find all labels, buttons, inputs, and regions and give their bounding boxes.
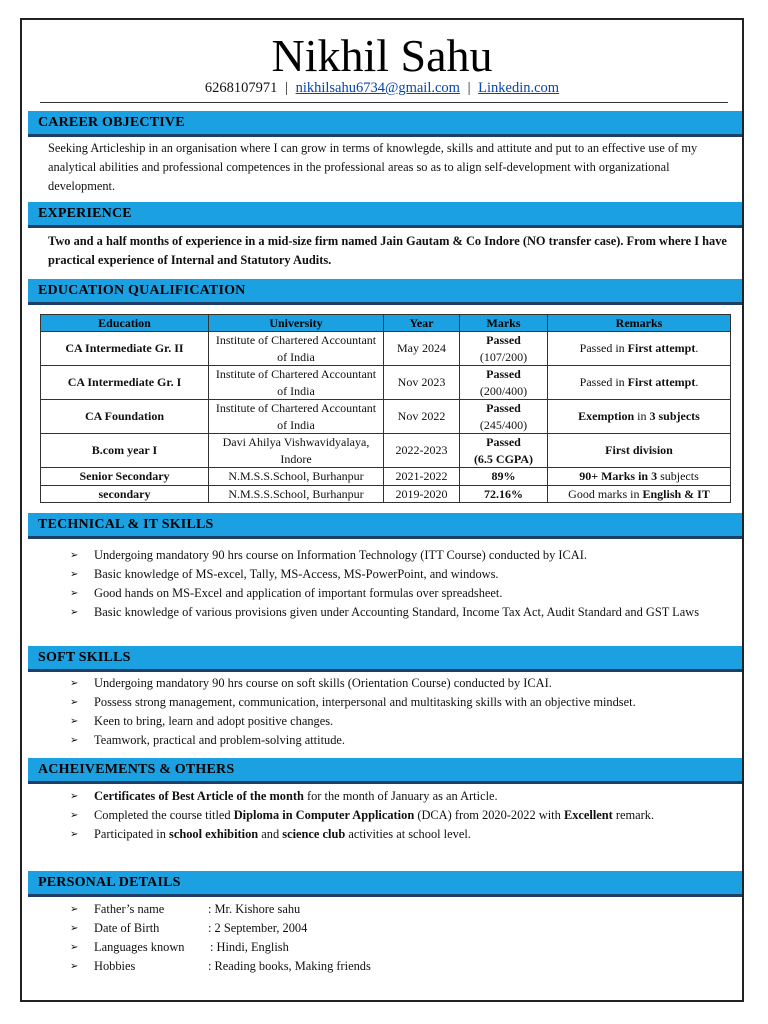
remarks-cell bbox=[548, 485, 731, 503]
list-item-text: for the month of January as an Article. bbox=[303, 789, 498, 803]
arrow-bullet-icon: ➢ bbox=[70, 607, 79, 618]
list-item bbox=[70, 787, 730, 806]
marks-status: Passed bbox=[486, 435, 521, 449]
university-cell: Davi Ahilya Vishwavidyalaya, Indore bbox=[209, 434, 384, 468]
remarks-cell bbox=[548, 332, 731, 366]
table-header-row bbox=[41, 315, 731, 332]
section-title: CAREER OBJECTIVE bbox=[38, 115, 185, 130]
header-divider bbox=[40, 102, 728, 103]
detail-value: : Mr. Kishore sahu bbox=[208, 902, 301, 916]
list-item-text: Teamwork, practical and problem-solving attitude. bbox=[94, 733, 345, 747]
candidate-name: Nikhil Sahu bbox=[271, 30, 493, 81]
remarks-emphasis: English & IT bbox=[642, 486, 710, 501]
list-item-text: Participated in bbox=[94, 827, 170, 841]
education-cell: Senior Secondary bbox=[41, 468, 209, 486]
achievements-list bbox=[70, 787, 730, 844]
list-item bbox=[70, 674, 730, 693]
section-header-education bbox=[28, 279, 742, 305]
soft-skills-list bbox=[70, 674, 730, 750]
list-item bbox=[70, 938, 670, 957]
list-item-text: activities at school level. bbox=[345, 827, 471, 841]
year-cell: May 2024 bbox=[384, 332, 460, 366]
marks-score: (107/200) bbox=[479, 349, 528, 364]
column-header: Year bbox=[384, 315, 460, 332]
section-header-soft-skills bbox=[28, 646, 742, 672]
section-title: SOFT SKILLS bbox=[38, 650, 131, 665]
arrow-bullet-icon: ➢ bbox=[70, 791, 79, 802]
table-row bbox=[41, 366, 731, 400]
technical-skills-list bbox=[70, 546, 730, 622]
section-title: ACHEIVEMENTS & OTHERS bbox=[38, 762, 235, 777]
arrow-bullet-icon: ➢ bbox=[70, 942, 79, 953]
education-cell: CA Intermediate Gr. I bbox=[41, 366, 209, 400]
education-cell: CA Foundation bbox=[41, 400, 209, 434]
phone-number: 6268107971 bbox=[204, 80, 278, 96]
experience-text: Two and a half months of experience in a mid-size firm named Jain Gautam & Co Indore (NO transfer case). From where I have practical experience of Internal and Statutory Audits. bbox=[48, 234, 727, 267]
university-cell: Institute of Chartered Accountant of India bbox=[209, 400, 384, 434]
education-cell: secondary bbox=[41, 485, 209, 503]
column-header: Marks bbox=[460, 315, 548, 332]
remarks-emphasis: First attempt bbox=[627, 341, 696, 356]
list-item bbox=[70, 731, 730, 750]
arrow-bullet-icon: ➢ bbox=[70, 569, 79, 580]
section-title: PERSONAL DETAILS bbox=[38, 875, 181, 890]
section-header-personal-details bbox=[28, 871, 742, 897]
list-item bbox=[70, 546, 730, 565]
list-item bbox=[70, 919, 670, 938]
list-item bbox=[70, 825, 730, 844]
contact-separator: | bbox=[467, 80, 471, 96]
list-item-text: Basic knowledge of MS-excel, Tally, MS-Access, MS-PowerPoint, and windows. bbox=[94, 567, 499, 581]
contact-separator: | bbox=[285, 80, 288, 96]
year-cell: 2021-2022 bbox=[384, 468, 460, 486]
marks-cell bbox=[460, 332, 548, 366]
detail-label: Hobbies bbox=[94, 959, 136, 973]
arrow-bullet-icon: ➢ bbox=[70, 678, 79, 689]
education-cell: B.com year I bbox=[41, 434, 209, 468]
list-item-text: Possess strong management, communication, interpersonal and multitasking skills with an objective mindset. bbox=[94, 695, 636, 709]
career-objective-text: Seeking Articleship in an organisation where I can grow in terms of knowlegde, skills and attitute and put to an effective use of my analytical abilities and professional competences in the professional areas so as to align self-development with organizational development. bbox=[48, 141, 698, 193]
detail-value: : Hindi, English bbox=[210, 940, 289, 954]
list-item-text: remark. bbox=[612, 808, 655, 822]
section-title: EXPERIENCE bbox=[38, 206, 132, 221]
list-item-text: Undergoing mandatory 90 hrs course on soft skills (Orientation Course) conducted by ICAI. bbox=[94, 676, 552, 690]
remarks-text: Passed in bbox=[579, 341, 628, 356]
table-row bbox=[41, 332, 731, 366]
remarks-text: . bbox=[695, 375, 699, 390]
table-row bbox=[41, 485, 731, 503]
university-cell: N.M.S.S.School, Burhanpur bbox=[209, 485, 384, 503]
arrow-bullet-icon: ➢ bbox=[70, 961, 79, 972]
arrow-bullet-icon: ➢ bbox=[70, 716, 79, 727]
remarks-text: . bbox=[695, 341, 699, 356]
table-row bbox=[41, 434, 731, 468]
year-cell: Nov 2023 bbox=[384, 366, 460, 400]
arrow-bullet-icon: ➢ bbox=[70, 588, 79, 599]
list-item-text: and bbox=[258, 827, 283, 841]
marks-score: (200/400) bbox=[479, 383, 528, 398]
university-cell: N.M.S.S.School, Burhanpur bbox=[209, 468, 384, 486]
university-cell: Institute of Chartered Accountant of India bbox=[209, 366, 384, 400]
column-header: Remarks bbox=[548, 315, 731, 332]
arrow-bullet-icon: ➢ bbox=[70, 550, 79, 561]
marks-score: (6.5 CGPA) bbox=[473, 451, 534, 466]
education-cell: CA Intermediate Gr. II bbox=[41, 332, 209, 366]
list-item bbox=[70, 565, 730, 584]
list-item-text: Undergoing mandatory 90 hrs course on Information Technology (ITT Course) conducted by ICAI. bbox=[94, 548, 587, 562]
remarks-emphasis: 3 subjects bbox=[649, 409, 700, 424]
arrow-bullet-icon: ➢ bbox=[70, 697, 79, 708]
section-title: EDUCATION QUALIFICATION bbox=[38, 283, 246, 298]
list-item bbox=[70, 806, 730, 825]
remarks-text: Passed in bbox=[579, 375, 628, 390]
year-cell: Nov 2022 bbox=[384, 400, 460, 434]
remarks-text: subjects bbox=[657, 469, 699, 483]
personal-details-list bbox=[70, 900, 670, 976]
list-item-emphasis: Diploma in Computer Application bbox=[233, 808, 415, 822]
detail-label: Languages known bbox=[94, 940, 185, 954]
arrow-bullet-icon: ➢ bbox=[70, 810, 79, 821]
marks-cell bbox=[460, 366, 548, 400]
list-item-text: Completed the course titled bbox=[94, 808, 234, 822]
list-item bbox=[70, 712, 730, 731]
remarks-emphasis: First attempt bbox=[627, 375, 696, 390]
year-cell: 2019-2020 bbox=[384, 485, 460, 503]
list-item-text: Keen to bring, learn and adopt positive changes. bbox=[94, 714, 334, 728]
section-header-experience bbox=[28, 202, 742, 228]
university-cell: Institute of Chartered Accountant of India bbox=[209, 332, 384, 366]
remarks-emphasis: 90+ Marks in bbox=[579, 469, 652, 483]
marks-cell: 72.16% bbox=[460, 485, 548, 503]
arrow-bullet-icon: ➢ bbox=[70, 735, 79, 746]
marks-status: Passed bbox=[486, 401, 521, 415]
section-header-technical-skills bbox=[28, 513, 742, 539]
education-table bbox=[40, 314, 731, 503]
list-item bbox=[70, 603, 730, 622]
column-header: University bbox=[209, 315, 384, 332]
marks-cell bbox=[460, 434, 548, 468]
marks-cell: 89% bbox=[460, 468, 548, 486]
section-title: TECHNICAL & IT SKILLS bbox=[38, 517, 214, 532]
remarks-cell bbox=[548, 468, 731, 486]
detail-value: : 2 September, 2004 bbox=[208, 921, 308, 935]
list-item-text: (DCA) from 2020-2022 with bbox=[414, 808, 564, 822]
table-row bbox=[41, 400, 731, 434]
remarks-cell bbox=[548, 366, 731, 400]
marks-status: Passed bbox=[486, 333, 521, 347]
list-item bbox=[70, 900, 670, 919]
list-item-text: Good hands on MS-Excel and application of important formulas over spreadsheet. bbox=[94, 586, 503, 600]
remarks-emphasis: 3 bbox=[651, 469, 658, 483]
list-item bbox=[70, 693, 730, 712]
marks-score: (245/400) bbox=[479, 417, 528, 432]
list-item-emphasis: school exhibition bbox=[169, 827, 259, 841]
column-header: Education bbox=[41, 315, 209, 332]
resume-page bbox=[20, 18, 744, 1002]
section-header-achievements bbox=[28, 758, 742, 784]
list-item-emphasis: Certificates of Best Article of the month bbox=[94, 789, 304, 803]
list-item bbox=[70, 957, 670, 976]
remarks-emphasis: Exemption bbox=[578, 409, 635, 424]
list-item bbox=[70, 584, 730, 603]
arrow-bullet-icon: ➢ bbox=[70, 829, 79, 840]
remarks-cell: First division bbox=[548, 434, 731, 468]
list-item-emphasis: Excellent bbox=[563, 808, 613, 822]
detail-label: Date of Birth bbox=[94, 921, 160, 935]
table-row bbox=[41, 468, 731, 486]
arrow-bullet-icon: ➢ bbox=[70, 923, 79, 934]
year-cell: 2022-2023 bbox=[384, 434, 460, 468]
linkedin-link[interactable]: Linkedin.com bbox=[478, 80, 560, 96]
email-link[interactable]: nikhilsahu6734@gmail.com bbox=[295, 80, 460, 96]
marks-cell bbox=[460, 400, 548, 434]
remarks-text: Good marks in bbox=[568, 486, 643, 501]
contact-line bbox=[22, 78, 742, 98]
list-item-text: Basic knowledge of various provisions given under Accounting Standard, Income Tax Act, Audit Standard and GST Laws bbox=[94, 605, 700, 619]
remarks-cell bbox=[548, 400, 731, 434]
list-item-emphasis: science club bbox=[282, 827, 346, 841]
remarks-text: in bbox=[634, 409, 650, 424]
marks-status: Passed bbox=[486, 367, 521, 381]
arrow-bullet-icon: ➢ bbox=[70, 904, 79, 915]
detail-label: Father’s name bbox=[94, 902, 165, 916]
detail-value: : Reading books, Making friends bbox=[208, 959, 371, 973]
section-header-career-objective bbox=[28, 111, 742, 137]
